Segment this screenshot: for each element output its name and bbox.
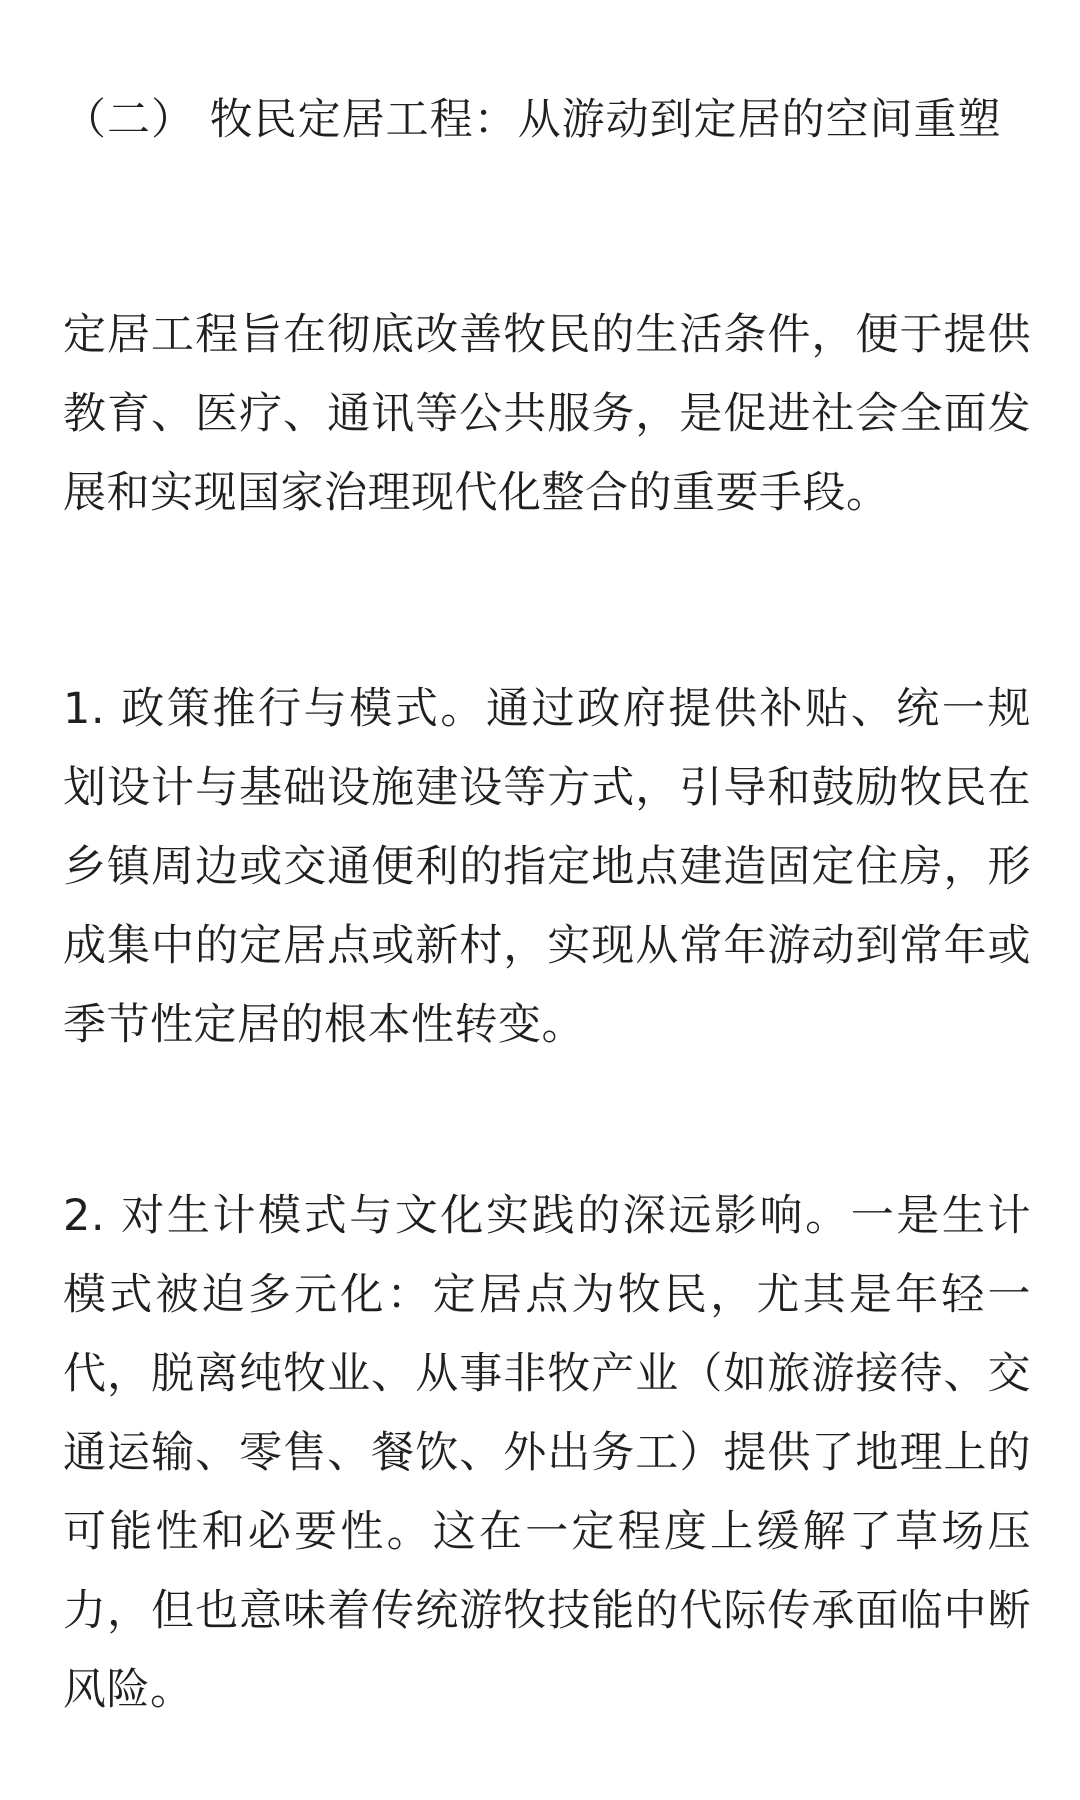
impact-paragraph: 2. 对生计模式与文化实践的深远影响。一是生计模式被迫多元化：定居点为牧民，尤其是年轻一代，脱离纯牧业、从事非牧产业（如旅游接待、交通运输、零售、餐饮、外出务工）提供了地理上的可能性和必要性。这在一定程度上缓解了草场压力，但也意味着传统游牧技能的代际传承面临中断风险。: [63, 1191, 1031, 1715]
intro-paragraph: 定居工程旨在彻底改善牧民的生活条件，便于提供教育、医疗、通讯等公共服务，是促进社会全面发展和实现国家治理现代化整合的重要手段。: [63, 310, 1031, 518]
section-heading: （二） 牧民定居工程：从游动到定居的空间重塑: [63, 95, 1002, 145]
policy-paragraph: 1. 政策推行与模式。通过政府提供补贴、统一规划设计与基础设施建设等方式，引导和鼓励牧民在乡镇周边或交通便利的指定地点建造固定住房，形成集中的定居点或新村，实现从常年游动到常年或季节性定居的根本性转变。: [63, 684, 1031, 1050]
